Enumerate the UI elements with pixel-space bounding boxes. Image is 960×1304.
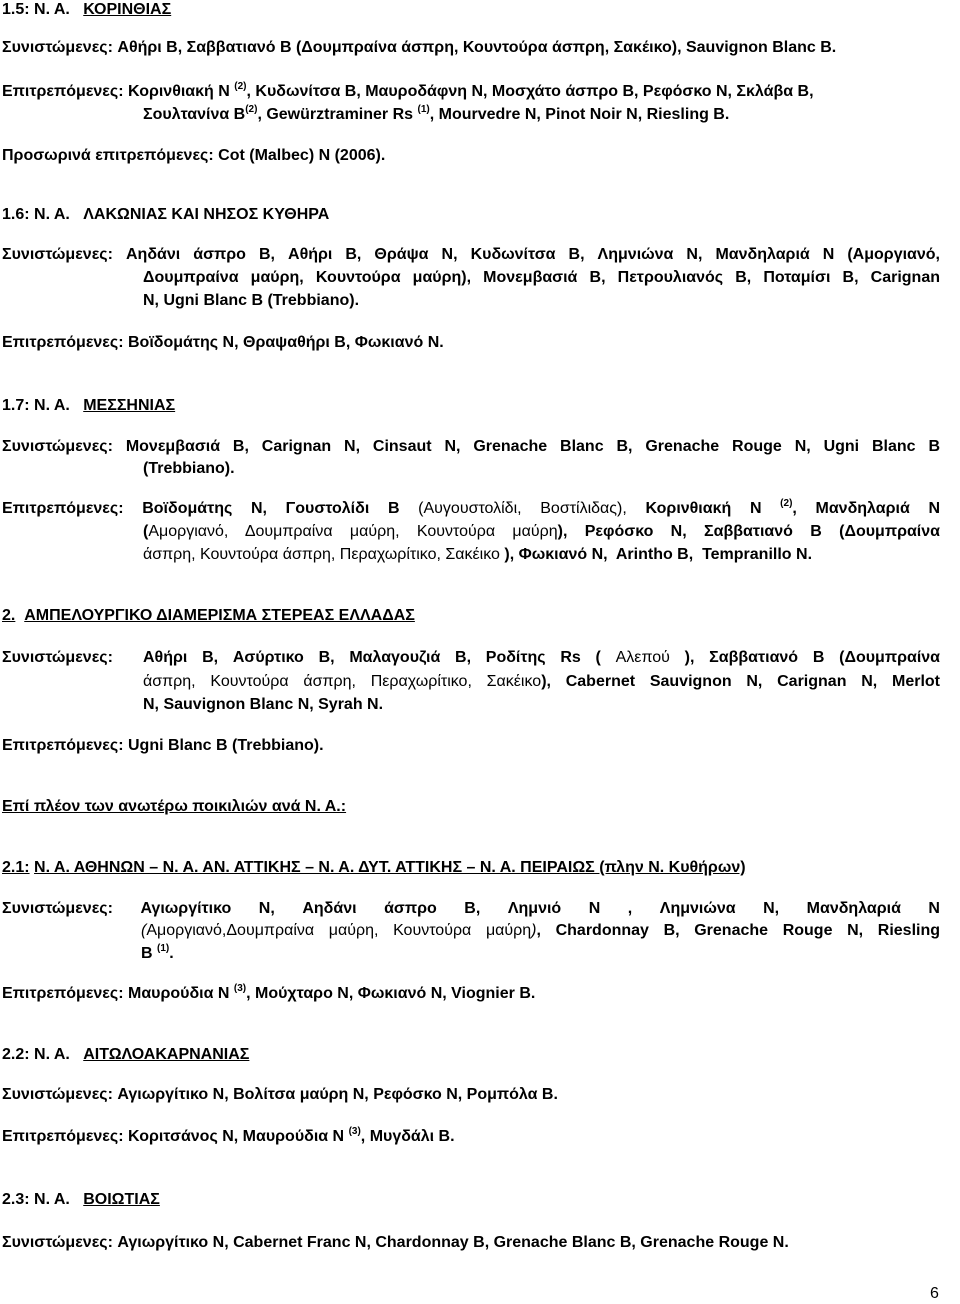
recommended-label: Συνιστώμενες: — [2, 649, 113, 666]
recommended-varieties: Συνιστώμενες: Αθήρι B, Σαββατιανό B (Δουμπραίνα άσπρη, Κουντούρα άσπρη, Σακέικο), Sauvignon Blanc B. — [2, 39, 837, 56]
section-name: ΛΑΚΩΝΙΑΣ ΚΑΙ ΝΗΣΟΣ ΚΥΘΗΡΑ — [83, 206, 330, 223]
recommended-varieties: Συνιστώμενες: Μονεμβασιά B, Carignan N, Cinsaut N, Grenache Blanc B, Grenache Rouge N, Ugni Blanc B — [2, 438, 940, 455]
page-number: 6 — [930, 1285, 939, 1302]
section-heading — [2, 0, 171, 20]
permitted-varieties: Επιτρεπόμενες: Ugni Blanc B (Trebbiano). — [2, 737, 324, 754]
recommended-varieties-cont: N, Sauvignon Blanc N, Syrah N. — [143, 696, 384, 713]
recommended-varieties-cont: B $^{(1)}$. — [141, 943, 174, 962]
permitted-varieties: Επιτρεπόμενες: Κοριτσάνος N, Μαυρούδια N $^{(3)}$, Μυγδάλι B. — [2, 1126, 455, 1145]
permitted-varieties-cont: (Αμοργιανό, Δουμπραίνα μαύρη, Κουντούρα μαύρη), Ρεφόσκο N, Σαββατιανό B (Δουμπραίνα — [143, 523, 940, 540]
section-number: 2.1: — [2, 859, 30, 876]
recommended-varieties: Συνιστώμενες: Αγιωργίτικο N, Cabernet Franc N, Chardonnay B, Grenache Blanc B, Grenache Rouge N. — [2, 1234, 789, 1251]
recommended-varieties: Αθήρι B, Ασύρτικο B, Μαλαγουζιά B, Ροδίτης Rs ( Αλεπού ), Σαββατιανό B (Δουμπραίνα — [143, 649, 940, 666]
section-name: ΑΜΠΕΛΟΥΡΓΙΚΟ ΔΙΑΜΕΡΙΣΜΑ ΣΤΕΡΕΑΣ ΕΛΛΑΔΑΣ — [24, 607, 415, 624]
permitted-varieties: Επιτρεπόμενες: Κορινθιακή N $^{(2)}$, Κυδωνίτσα B, Μαυροδάφνη N, Μοσχάτο άσπρο B, Ρεφόσκο N, Σκλάβα B, — [2, 81, 814, 100]
section-heading — [2, 858, 746, 878]
variety-line-with-footnote: Κορινθιακή N $^{(2)}$, Κυδωνίτσα B, Μαυροδάφνη N, Μοσχάτο άσπρο B, Ρεφόσκο N, Σκλάβα B, — [128, 81, 814, 100]
recommended-varieties: Συνιστώμενες: Αγιωργίτικο N, Βολίτσα μαύρη N, Ρεφόσκο N, Ρομπόλα B. — [2, 1086, 558, 1103]
recommended-varieties-cont: N, Ugni Blanc B (Trebbiano). — [143, 292, 360, 309]
section-heading — [2, 1045, 249, 1065]
section-number: 2.3: Ν. Α. — [2, 1191, 70, 1208]
recommended-varieties-cont: άσπρη, Κουντούρα άσπρη, Περαχωρίτικο, Σακέικο), Cabernet Sauvignon N, Carignan N, Merlot — [143, 673, 940, 690]
recommended-varieties: Συνιστώμενες: Αγιωργίτικο N, Αηδάνι άσπρο B, Λημνιό N , Λημνιώνα N, Μανδηλαριά N — [2, 900, 940, 917]
permitted-varieties: Επιτρεπόμενες: Βοϊδομάτης N, Θραψαθήρι B, Φωκιανό N. — [2, 334, 444, 351]
section-number: 2.2: Ν. Α. — [2, 1046, 70, 1063]
section-number: 2. — [2, 607, 16, 624]
section-heading — [2, 396, 175, 416]
recommended-varieties: Συνιστώμενες: Αηδάνι άσπρο B, Αθήρι B, Θράψα N, Κυδωνίτσα B, Λημνιώνα N, Μανδηλαριά N (Αμοργιανό, — [2, 246, 940, 263]
permitted-varieties-cont: άσπρη, Κουντούρα άσπρη, Περαχωρίτικο, Σακέικο ), Φωκιανό N, Arintho B, Tempranillo N. — [143, 546, 813, 563]
section-number: 1.7: Ν. Α. — [2, 397, 70, 414]
permitted-varieties-cont: Σουλτανίνα $B^{(2)}$, Gewürztraminer Rs $^{(1)}$, Mourvedre N, Pinot Noir N, Riesling B. — [143, 104, 730, 123]
subsection-heading: Επί πλέον των ανωτέρω ποικιλιών ανά Ν. Α.: — [2, 798, 347, 815]
permitted-varieties: Επιτρεπόμενες: Βοϊδομάτης N, Γουστολίδι B (Αυγουστολίδι, Βοστίλιδας), Κορινθιακή N $^{(2)}$, Μανδηλαριά N — [2, 498, 940, 517]
permitted-varieties: Επιτρεπόμενες: Μαυρούδια N $^{(3)}$, Μούχταρο N, Φωκιανό N, Viognier B. — [2, 983, 536, 1002]
section-heading — [2, 1190, 160, 1210]
recommended-varieties-cont: (Trebbiano). — [143, 460, 235, 477]
section-name: ΑΙΤΩΛΟΑΚΑΡΝΑΝΙΑΣ — [83, 1046, 250, 1063]
recommended-varieties-cont: (Αμοργιανό,Δουμπραίνα μαύρη, Κουντούρα μαύρη), Chardonnay B, Grenache Rouge N, Riesling — [141, 922, 940, 939]
provisionally-permitted-varieties: Προσωρινά επιτρεπόμενες: Cot (Malbec) N (2006). — [2, 147, 386, 164]
section-number: 1.6: Ν. Α. — [2, 206, 70, 223]
section-name: ΚΟΡΙΝΘΙΑΣ — [83, 1, 172, 18]
section-name: ΜΕΣΣΗΝΙΑΣ — [83, 397, 176, 414]
recommended-varieties-cont: Δουμπραίνα μαύρη, Κουντούρα μαύρη), Μονεμβασιά B, Πετρουλιανός B, Ποταμίσι B, Carignan — [143, 269, 941, 286]
section-name: Ν. Α. ΑΘΗΝΩΝ – Ν. Α. ΑΝ. ΑΤΤΙΚΗΣ – Ν. Α. ΔΥΤ. ΑΤΤΙΚΗΣ – Ν. Α. ΠΕΙΡΑΙΩΣ (πλην Ν. Κυθήρων) — [34, 859, 746, 876]
section-heading — [2, 205, 329, 225]
section-name: ΒΟΙΩΤΙΑΣ — [83, 1191, 160, 1208]
section-heading — [2, 606, 415, 626]
section-number: 1.5: Ν. Α. — [2, 1, 70, 18]
